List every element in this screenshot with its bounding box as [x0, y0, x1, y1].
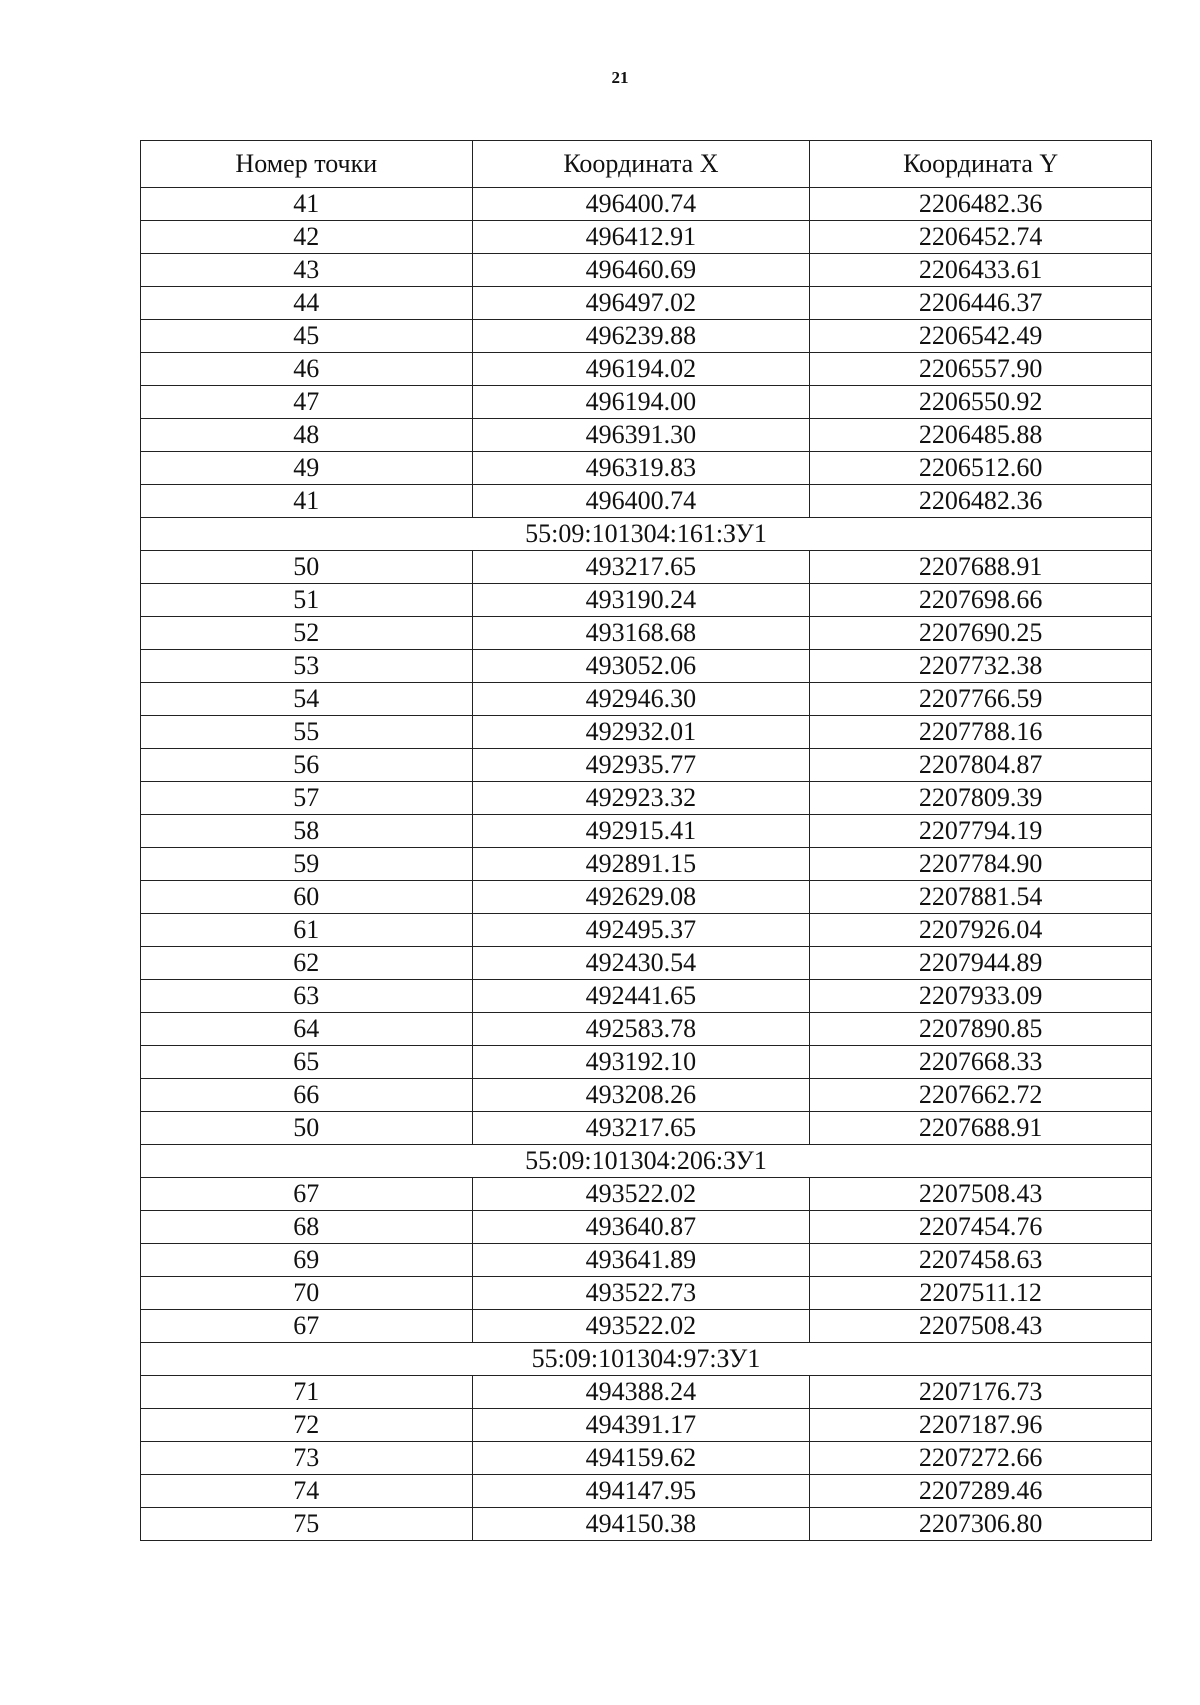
cell-point-number: 53 [141, 650, 473, 683]
cell-coordinate-y: 2207881.54 [810, 881, 1152, 914]
table-row [141, 1112, 1152, 1145]
cell-coordinate-x: 496319.83 [472, 452, 810, 485]
page-number: 21 [611, 68, 629, 87]
cell-point-number: 57 [141, 782, 473, 815]
cell-coordinate-y: 2207511.12 [810, 1277, 1152, 1310]
cell-coordinate-y: 2206550.92 [810, 386, 1152, 419]
cell-coordinate-y: 2207454.76 [810, 1211, 1152, 1244]
table-row [141, 1211, 1152, 1244]
cell-coordinate-x: 493168.68 [472, 617, 810, 650]
cell-coordinate-x: 493190.24 [472, 584, 810, 617]
table-row [141, 716, 1152, 749]
table-row [141, 1013, 1152, 1046]
cell-point-number: 47 [141, 386, 473, 419]
cell-point-number: 64 [141, 1013, 473, 1046]
cell-coordinate-y: 2207809.39 [810, 782, 1152, 815]
cell-coordinate-y: 2206482.36 [810, 188, 1152, 221]
cell-point-number: 55 [141, 716, 473, 749]
cell-coordinate-x: 492915.41 [472, 815, 810, 848]
table-row [141, 947, 1152, 980]
table-row [141, 1409, 1152, 1442]
cell-coordinate-x: 494391.17 [472, 1409, 810, 1442]
cell-coordinate-x: 493522.02 [472, 1310, 810, 1343]
cell-coordinate-x: 492923.32 [472, 782, 810, 815]
section-title: 55:09:101304:161:ЗУ1 [141, 518, 1152, 551]
cell-point-number: 62 [141, 947, 473, 980]
cell-point-number: 63 [141, 980, 473, 1013]
cell-coordinate-y: 2206485.88 [810, 419, 1152, 452]
table-body [141, 188, 1152, 1541]
cell-coordinate-x: 496400.74 [472, 485, 810, 518]
cell-coordinate-x: 492495.37 [472, 914, 810, 947]
cell-coordinate-y: 2206452.74 [810, 221, 1152, 254]
cell-coordinate-y: 2207508.43 [810, 1178, 1152, 1211]
table-row [141, 584, 1152, 617]
table-row [141, 1442, 1152, 1475]
cell-coordinate-x: 493640.87 [472, 1211, 810, 1244]
table-header [141, 141, 1152, 188]
cell-coordinate-x: 492935.77 [472, 749, 810, 782]
table-row [141, 254, 1152, 287]
cell-point-number: 51 [141, 584, 473, 617]
cell-point-number: 49 [141, 452, 473, 485]
cell-point-number: 67 [141, 1310, 473, 1343]
cell-coordinate-y: 2207732.38 [810, 650, 1152, 683]
cell-point-number: 41 [141, 485, 473, 518]
cell-coordinate-x: 493217.65 [472, 551, 810, 584]
cell-coordinate-x: 493208.26 [472, 1079, 810, 1112]
cell-point-number: 75 [141, 1508, 473, 1541]
table-row [141, 452, 1152, 485]
cell-coordinate-y: 2207766.59 [810, 683, 1152, 716]
cell-point-number: 66 [141, 1079, 473, 1112]
cell-point-number: 65 [141, 1046, 473, 1079]
cell-point-number: 54 [141, 683, 473, 716]
cell-coordinate-x: 492629.08 [472, 881, 810, 914]
cell-coordinate-y: 2207788.16 [810, 716, 1152, 749]
cell-coordinate-y: 2206512.60 [810, 452, 1152, 485]
cell-coordinate-y: 2207804.87 [810, 749, 1152, 782]
cell-point-number: 72 [141, 1409, 473, 1442]
cell-coordinate-y: 2207698.66 [810, 584, 1152, 617]
cell-point-number: 44 [141, 287, 473, 320]
table-row [141, 287, 1152, 320]
cell-point-number: 46 [141, 353, 473, 386]
cell-coordinate-y: 2207306.80 [810, 1508, 1152, 1541]
cell-coordinate-y: 2207688.91 [810, 1112, 1152, 1145]
table-row [141, 1244, 1152, 1277]
table-row [141, 617, 1152, 650]
cell-coordinate-y: 2207926.04 [810, 914, 1152, 947]
cell-coordinate-x: 496400.74 [472, 188, 810, 221]
table-row [141, 815, 1152, 848]
cell-point-number: 45 [141, 320, 473, 353]
section-title-row [141, 1145, 1152, 1178]
table-row [141, 881, 1152, 914]
cell-coordinate-x: 493217.65 [472, 1112, 810, 1145]
cell-coordinate-x: 496194.00 [472, 386, 810, 419]
cell-coordinate-y: 2207784.90 [810, 848, 1152, 881]
table-row [141, 650, 1152, 683]
table-row [141, 980, 1152, 1013]
cell-coordinate-y: 2207794.19 [810, 815, 1152, 848]
cell-point-number: 67 [141, 1178, 473, 1211]
cell-coordinate-x: 493192.10 [472, 1046, 810, 1079]
cell-coordinate-y: 2206542.49 [810, 320, 1152, 353]
header-coordinate-y: Координата Y [810, 141, 1152, 188]
section-title: 55:09:101304:206:ЗУ1 [141, 1145, 1152, 1178]
cell-coordinate-y: 2207508.43 [810, 1310, 1152, 1343]
cell-coordinate-x: 496497.02 [472, 287, 810, 320]
table-row [141, 1079, 1152, 1112]
cell-point-number: 74 [141, 1475, 473, 1508]
cell-coordinate-x: 492430.54 [472, 947, 810, 980]
cell-point-number: 71 [141, 1376, 473, 1409]
table-row [141, 749, 1152, 782]
cell-point-number: 48 [141, 419, 473, 452]
cell-coordinate-x: 494159.62 [472, 1442, 810, 1475]
cell-coordinate-y: 2207668.33 [810, 1046, 1152, 1079]
table-row [141, 188, 1152, 221]
table-row [141, 1046, 1152, 1079]
cell-coordinate-x: 492932.01 [472, 716, 810, 749]
table-row [141, 551, 1152, 584]
cell-coordinate-x: 496412.91 [472, 221, 810, 254]
table-row [141, 848, 1152, 881]
table-row [141, 485, 1152, 518]
table-row [141, 782, 1152, 815]
table-row [141, 386, 1152, 419]
cell-coordinate-y: 2206446.37 [810, 287, 1152, 320]
cell-coordinate-x: 494388.24 [472, 1376, 810, 1409]
header-point-number: Номер точки [141, 141, 473, 188]
cell-coordinate-x: 492583.78 [472, 1013, 810, 1046]
coordinates-table [140, 140, 1152, 1541]
header-row [141, 141, 1152, 188]
cell-coordinate-y: 2207944.89 [810, 947, 1152, 980]
cell-coordinate-y: 2207933.09 [810, 980, 1152, 1013]
section-title: 55:09:101304:97:ЗУ1 [141, 1343, 1152, 1376]
cell-coordinate-x: 496194.02 [472, 353, 810, 386]
cell-coordinate-y: 2206557.90 [810, 353, 1152, 386]
cell-point-number: 56 [141, 749, 473, 782]
cell-coordinate-y: 2207272.66 [810, 1442, 1152, 1475]
table-row [141, 1508, 1152, 1541]
table-row [141, 1178, 1152, 1211]
cell-point-number: 42 [141, 221, 473, 254]
cell-point-number: 50 [141, 1112, 473, 1145]
cell-coordinate-y: 2206433.61 [810, 254, 1152, 287]
cell-coordinate-x: 492946.30 [472, 683, 810, 716]
cell-coordinate-x: 493522.73 [472, 1277, 810, 1310]
cell-coordinate-x: 494150.38 [472, 1508, 810, 1541]
cell-coordinate-x: 494147.95 [472, 1475, 810, 1508]
table-row [141, 419, 1152, 452]
cell-coordinate-x: 496239.88 [472, 320, 810, 353]
header-coordinate-x: Координата X [472, 141, 810, 188]
cell-point-number: 70 [141, 1277, 473, 1310]
cell-point-number: 59 [141, 848, 473, 881]
cell-point-number: 50 [141, 551, 473, 584]
cell-coordinate-x: 496460.69 [472, 254, 810, 287]
table-row [141, 1376, 1152, 1409]
cell-point-number: 58 [141, 815, 473, 848]
table-row [141, 1310, 1152, 1343]
cell-point-number: 52 [141, 617, 473, 650]
cell-point-number: 69 [141, 1244, 473, 1277]
cell-coordinate-y: 2207289.46 [810, 1475, 1152, 1508]
cell-point-number: 68 [141, 1211, 473, 1244]
table-row [141, 914, 1152, 947]
cell-coordinate-y: 2207690.25 [810, 617, 1152, 650]
cell-point-number: 60 [141, 881, 473, 914]
table-row [141, 1277, 1152, 1310]
cell-point-number: 61 [141, 914, 473, 947]
cell-coordinate-x: 492891.15 [472, 848, 810, 881]
cell-point-number: 43 [141, 254, 473, 287]
cell-coordinate-y: 2207176.73 [810, 1376, 1152, 1409]
cell-coordinate-y: 2207890.85 [810, 1013, 1152, 1046]
cell-coordinate-y: 2207187.96 [810, 1409, 1152, 1442]
table-row [141, 683, 1152, 716]
cell-coordinate-y: 2207662.72 [810, 1079, 1152, 1112]
cell-coordinate-y: 2207458.63 [810, 1244, 1152, 1277]
cell-coordinate-x: 492441.65 [472, 980, 810, 1013]
cell-coordinate-y: 2206482.36 [810, 485, 1152, 518]
table-row [141, 320, 1152, 353]
table-row [141, 353, 1152, 386]
section-title-row [141, 1343, 1152, 1376]
cell-coordinate-x: 493641.89 [472, 1244, 810, 1277]
cell-coordinate-x: 493522.02 [472, 1178, 810, 1211]
table-row [141, 221, 1152, 254]
cell-point-number: 41 [141, 188, 473, 221]
section-title-row [141, 518, 1152, 551]
cell-coordinate-x: 496391.30 [472, 419, 810, 452]
cell-point-number: 73 [141, 1442, 473, 1475]
cell-coordinate-y: 2207688.91 [810, 551, 1152, 584]
cell-coordinate-x: 493052.06 [472, 650, 810, 683]
table-row [141, 1475, 1152, 1508]
